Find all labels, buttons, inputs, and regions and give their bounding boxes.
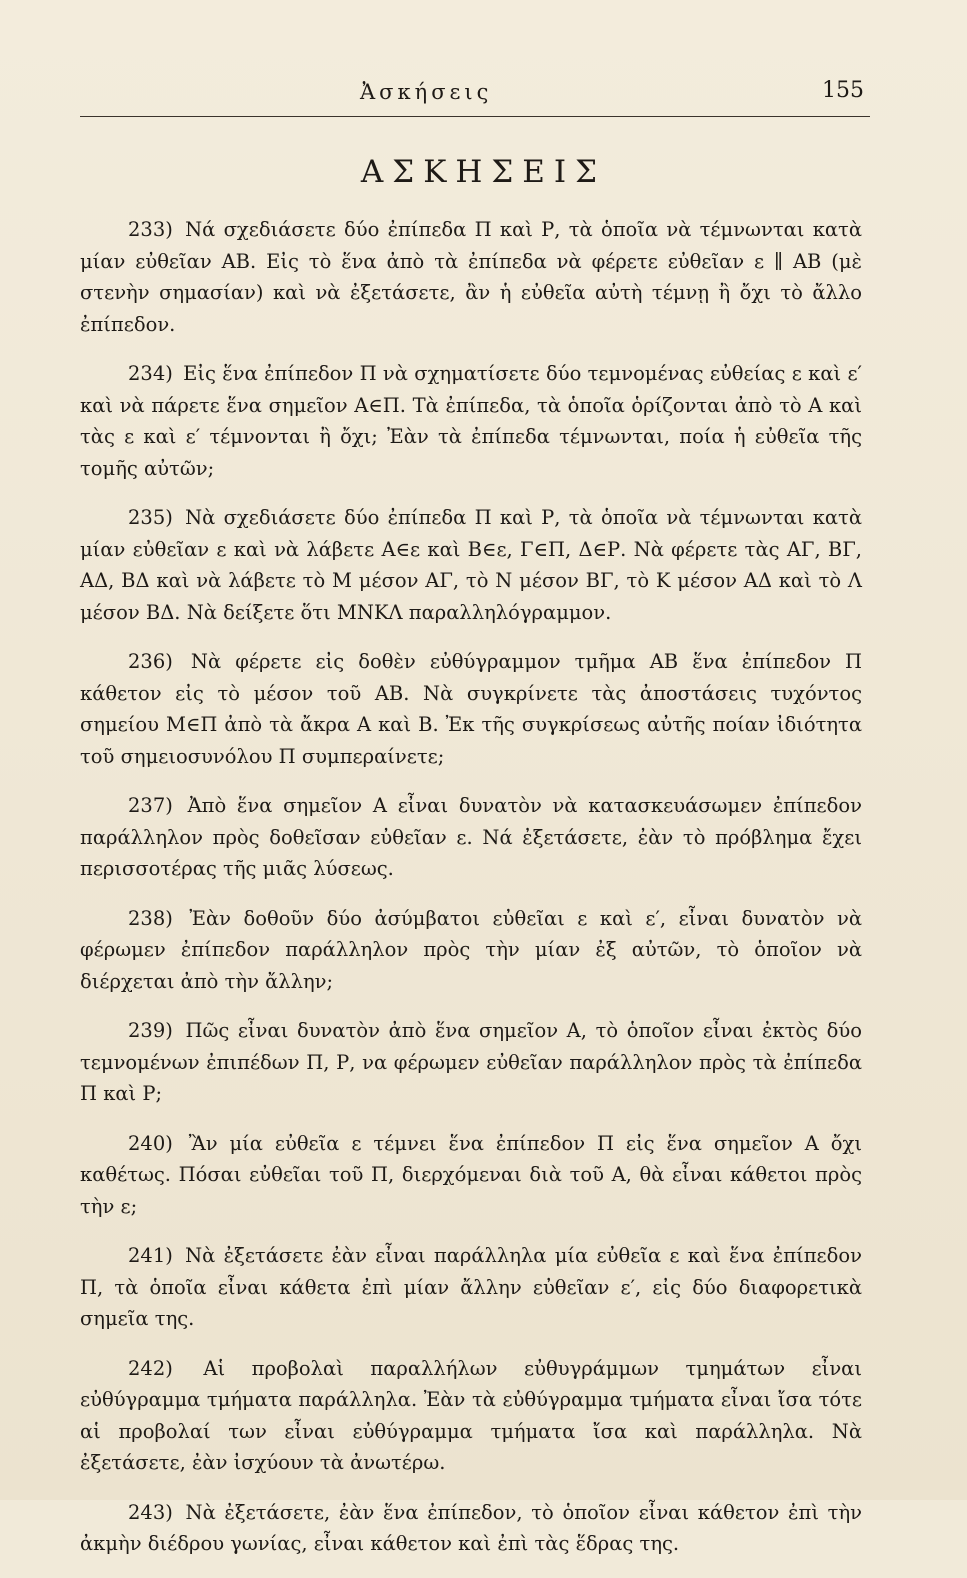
exercise-239 — [80, 1015, 862, 1110]
exercise-number: 243) — [128, 1500, 173, 1524]
exercise-text: Πῶς εἶναι δυνατὸν ἀπὸ ἕνα σημεῖον Α, τὸ ὁποῖον εἶναι ἐκτὸς δύο τεμνομένων ἐπιπέδων Π, Ρ, να φέρωμεν εὐθεῖαν παράλληλον πρὸς τὰ ἐπίπεδα Π καὶ Ρ; — [80, 1019, 863, 1105]
exercise-number: 242) — [128, 1356, 173, 1380]
exercise-number: 240) — [128, 1131, 173, 1155]
exercise-text: Ἂν μία εὐθεῖα ε τέμνει ἕνα ἐπίπεδον Π εἰς ἕνα σημεῖον Α ὄχι καθέτως. Πόσαι εὐθεῖαι τοῦ Π, διερχόμεναι διὰ τοῦ Α, θὰ εἶναι κάθετοι πρὸς τὴν ε; — [80, 1131, 862, 1218]
exercise-235 — [80, 502, 862, 628]
exercise-240 — [80, 1128, 862, 1223]
exercise-text: Νὰ ἐξετάσετε, ἐὰν ἕνα ἐπίπεδον, τὸ ὁποῖον εἶναι κάθετον ἐπὶ τὴν ἀκμὴν διέδρου γωνίας, εἶναι κάθετον καὶ ἐπὶ τὰς ἕδρας της. — [80, 1500, 862, 1555]
exercise-text: Ἐὰν δοθοῦν δύο ἀσύμβατοι εὐθεῖαι ε καὶ ε′, εἶναι δυνατὸν νὰ φέρωμεν ἐπίπεδον παράλληλον πρὸς τὴν μίαν ἐξ αὐτῶν, τὸ ὁποῖον νὰ διέρχεται ἀπὸ τὴν ἄλλην; — [80, 906, 863, 993]
exercise-233 — [80, 214, 862, 340]
exercise-text: Νὰ φέρετε εἰς δοθὲν εὐθύγραμμον τμῆμα ΑΒ ἕνα ἐπίπεδον Π κάθετον εἰς τὸ μέσον τοῦ ΑΒ. Νὰ συγκρίνετε τὰς ἀποστάσεις τυχόντος σημείου Μ∈Π ἀπὸ τὰ ἄκρα Α καὶ Β. Ἐκ τῆς συγκρίσεως αὐτῆς ποίαν ἰδιότητα τοῦ σημειοσυνόλου Π συμπεραίνετε; — [80, 650, 862, 768]
exercise-234 — [80, 358, 862, 484]
exercise-243 — [80, 1497, 862, 1560]
exercise-number: 236) — [128, 650, 173, 673]
exercise-number: 238) — [128, 906, 173, 930]
exercise-number: 234) — [128, 362, 173, 385]
running-head: Ἀσκήσεις — [360, 80, 493, 104]
exercise-number: 235) — [128, 506, 173, 529]
header-rule — [80, 116, 870, 117]
page-number: 155 — [822, 78, 864, 103]
exercise-text: Αἱ προβολαὶ παραλλήλων εὐθυγράμμων τμημάτων εἶναι εὐθύγραμμα τμήματα παράλληλα. Ἐὰν τὰ εὐθύγραμμα τμήματα εἶναι ἴσα τότε αἱ προβολαί των εἶναι εὐθύγραμμα τμήματα ἴσα καὶ παράλληλα. Νὰ ἐξετάσετε, ἐὰν ἰσχύουν τὰ ἀνωτέρω. — [80, 1356, 862, 1474]
exercise-text: Ἀπὸ ἕνα σημεῖον Α εἶναι δυνατὸν νὰ κατασκευάσωμεν ἐπίπεδον παράλληλον πρὸς δοθεῖσαν εὐθεῖαν ε. Νά ἐξετάσετε, ἐὰν τὸ πρόβλημα ἔχει περισσοτέρας τῆς μιᾶς λύσεως. — [80, 794, 862, 880]
exercise-number: 241) — [128, 1244, 173, 1267]
exercise-242 — [80, 1353, 862, 1479]
exercise-number: 233) — [128, 218, 173, 241]
exercise-237 — [80, 790, 862, 885]
exercise-text: Νά σχεδιάσετε δύο ἐπίπεδα Π καὶ Ρ, τὰ ὁποῖα νὰ τέμνωνται κατὰ μίαν εὐθεῖαν ΑΒ. Εἰς τὸ ἕνα ἀπὸ τὰ ἐπίπεδα νὰ φέρετε εὐθεῖαν ε ∥ ΑΒ (μὲ στενὴν σημασίαν) καὶ νὰ ἐξετάσετε, ἂν ἡ εὐθεῖα αὐτὴ τέμνῃ ἢ ὄχι τὸ ἄλλο ἐπίπεδον. — [80, 218, 862, 336]
exercise-text: Νὰ ἐξετάσετε ἐὰν εἶναι παράλληλα μία εὐθεῖα ε καὶ ἕνα ἐπίπεδον Π, τὰ ὁποῖα εἶναι κάθετα ἐπὶ μίαν ἄλλην εὐθεῖαν ε′, εἰς δύο διαφορετικὰ σημεῖα της. — [80, 1244, 862, 1330]
exercise-241 — [80, 1240, 862, 1335]
exercise-list — [80, 214, 862, 1578]
exercise-text: Εἰς ἕνα ἐπίπεδον Π νὰ σχηματίσετε δύο τεμνομένας εὐθείας ε καὶ ε′ καὶ νὰ πάρετε ἕνα σημεῖον Α∈Π. Τὰ ἐπίπεδα, τὰ ὁποῖα ὁρίζονται ἀπὸ τὸ Α καὶ τὰς ε καὶ ε′ τέμνονται ἢ ὄχι; Ἐὰν τὰ ἐπίπεδα τέμνωνται, ποία ἡ εὐθεῖα τῆς τομῆς αὐτῶν; — [80, 362, 862, 480]
exercise-number: 237) — [128, 794, 173, 817]
exercise-238 — [80, 903, 862, 998]
exercise-236 — [80, 646, 862, 772]
section-title: ΑΣΚΗΣΕΙΣ — [360, 154, 607, 190]
exercise-number: 239) — [128, 1019, 173, 1042]
exercise-text: Νὰ σχεδιάσετε δύο ἐπίπεδα Π καὶ Ρ, τὰ ὁποῖα νὰ τέμνωνται κατὰ μίαν εὐθεῖαν ε καὶ νὰ λάβετε Α∈ε καὶ Β∈ε, Γ∈Π, Δ∈Ρ. Νὰ φέρετε τὰς ΑΓ, ΒΓ, ΑΔ, ΒΔ καὶ νὰ λάβετε τὸ Μ μέσον ΑΓ, τὸ Ν μέσον ΒΓ, τὸ Κ μέσον ΑΔ καὶ τὸ Λ μέσον ΒΔ. Νὰ δείξετε ὅτι ΜΝΚΛ παραλληλόγραμμον. — [80, 506, 862, 624]
